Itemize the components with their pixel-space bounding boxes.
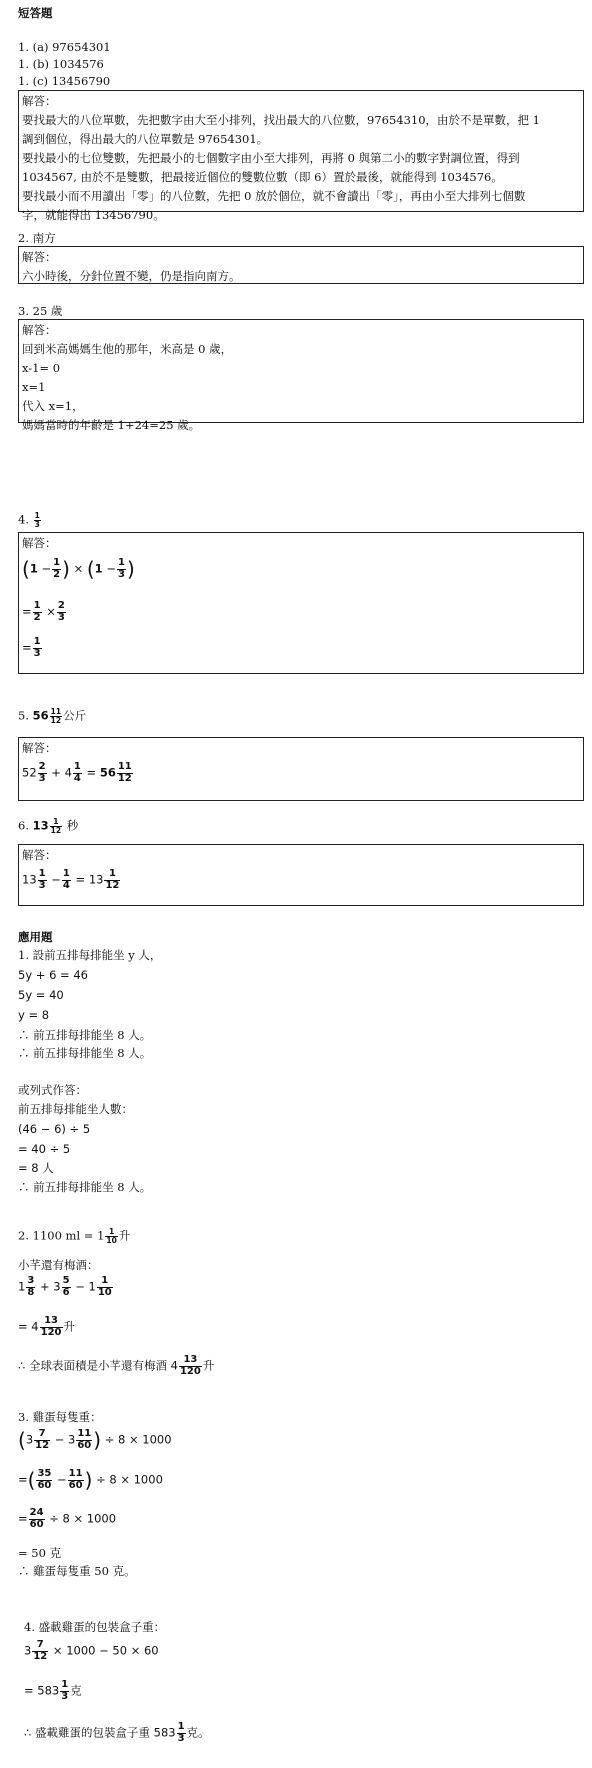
math-token: 1 [38, 868, 46, 879]
a3-conclusion: ∴ 雞蛋每隻重 50 克。 [18, 1564, 136, 1578]
math-token: 4 [170, 1358, 178, 1373]
math-token: 12 [50, 715, 62, 725]
a1-line: (46 − 6) ÷ 5 [18, 1122, 91, 1136]
a3-heading: 3. 雞蛋每隻重： [18, 1410, 102, 1424]
math-token: 13 [32, 818, 49, 833]
a4-conclusion [24, 1722, 210, 1744]
q1-answer-b: 1. (b) 1034576 [18, 57, 104, 71]
fraction [73, 762, 82, 784]
math-token: 克。 [186, 1725, 210, 1740]
math-token: − [54, 1432, 65, 1447]
math-token: 13 [88, 872, 104, 887]
math-token: 1 [104, 869, 120, 881]
math-token: 24 [29, 1507, 44, 1518]
math-token: 1 [73, 761, 81, 772]
math-token: 4 [64, 765, 72, 780]
math-token: 6 [62, 1286, 70, 1298]
parenthesis: ( [22, 557, 30, 581]
math-token: 3 [33, 647, 41, 659]
a1-line: 5y = 40 [18, 988, 64, 1002]
math-token: 12 [33, 1650, 48, 1662]
q1-explanation-line: 要找最小的七位雙數，先把最小的七個數字由小至大排列，再將 0 與第二小的數字對調位置，得到 [22, 151, 520, 165]
q5-explanation-box [18, 737, 584, 801]
q2-explanation-line: 六小時後，分針位置不變，仍是指向南方。 [22, 269, 241, 283]
math-token: 2 [57, 600, 65, 611]
q3-explanation-line: 回到米高媽媽生他的那年，米高是 0 歲， [22, 342, 233, 356]
math-token: ∴ 全球表面積是小芊還有梅酒 [18, 1358, 167, 1373]
math-token: 52 [22, 765, 37, 780]
math-token: 2 [53, 568, 61, 580]
a3-step-1 [18, 1428, 172, 1452]
math-token: 13 [40, 1316, 63, 1328]
fraction [50, 708, 62, 725]
parenthesis: ( [86, 557, 95, 581]
a4-step-1 [24, 1640, 159, 1662]
math-token: ÷ 8 × 1000 [49, 1511, 117, 1526]
fraction [179, 1355, 202, 1377]
fraction [117, 762, 133, 784]
math-token: 4 [31, 1319, 39, 1334]
parenthesis: ) [62, 557, 70, 581]
math-token: × [46, 604, 56, 619]
q6-explanation-box [18, 844, 584, 906]
math-token: − [41, 561, 52, 576]
math-token: 1 [62, 868, 70, 879]
math-token: 1 [177, 1721, 185, 1732]
math-token: − [57, 1472, 67, 1487]
fraction [52, 558, 61, 580]
a1-line: ∴ 前五排每排能坐 8 人。 [18, 1046, 152, 1060]
q4-answer-fraction [34, 512, 41, 529]
math-token: 3 [38, 772, 46, 784]
math-token: 120 [40, 1326, 62, 1338]
fraction [33, 601, 42, 623]
math-token: 1 [94, 561, 103, 576]
fraction [104, 869, 120, 891]
explanation-label: 解答： [22, 536, 57, 550]
section-title-short-answer: 短答題 [18, 6, 53, 20]
math-token: = [18, 1319, 28, 1334]
fraction [76, 1429, 92, 1451]
q3-explanation-line: x=1 [22, 380, 46, 394]
math-token: − [75, 1279, 85, 1294]
q3-explanation-line: 代入 x=1， [22, 399, 84, 413]
a4-step-2 [24, 1680, 82, 1702]
a2-line: 小芊還有梅酒： [18, 1258, 99, 1272]
q1-explanation-line: 要找最大的八位單數，先把數字由大至小排列，找出最大的八位數，97654310，由於不是單數，把 1 [22, 113, 541, 127]
math-token: 10 [97, 1286, 112, 1298]
math-token: 1 [29, 561, 38, 576]
parenthesis: ) [93, 1428, 102, 1452]
fraction [177, 1722, 186, 1744]
fraction [33, 637, 42, 659]
q4-step-3 [22, 637, 43, 659]
a1-line: 或列式作答： [18, 1083, 87, 1097]
fraction [40, 1316, 63, 1338]
math-token: 1 [18, 1279, 26, 1294]
a1-line: y = 8 [18, 1008, 50, 1022]
math-token: 60 [29, 1518, 44, 1530]
q3-explanation-line: x-1= 0 [22, 361, 61, 375]
parenthesis: ( [27, 1468, 36, 1492]
math-token: 6. [18, 818, 29, 833]
q3-answer: 3. 25 歲 [18, 304, 63, 318]
explanation-label: 解答： [22, 848, 57, 862]
math-token: 3 [61, 1690, 69, 1702]
parenthesis: ( [18, 1428, 26, 1452]
math-token: 7 [32, 1640, 48, 1652]
math-token: 11 [68, 1468, 83, 1479]
q2-explanation-box [18, 246, 584, 284]
math-token: ÷ 8 × 1000 [96, 1472, 163, 1487]
fraction [97, 1276, 113, 1298]
a1-line: 1. 設前五排每排能坐 y 人， [18, 948, 162, 962]
math-token: ∴ 盛載雞蛋的包裝盒子重 583 [24, 1725, 176, 1740]
math-token: 583 [37, 1683, 60, 1698]
a1-line: ∴ 前五排每排能坐 8 人。 [18, 1028, 152, 1042]
q1-explanation-line: 字，就能得出 13456790。 [22, 208, 165, 222]
q1-answer-c: 1. (c) 13456790 [18, 74, 111, 88]
math-token: + [51, 765, 61, 780]
a2-step-2 [18, 1316, 75, 1338]
a3-step-4: = 50 克 [18, 1546, 62, 1560]
numerator: 1 [34, 511, 40, 520]
parenthesis: ) [126, 557, 135, 581]
q1-explanation-line: 1034567, 由於不是雙數，把最接近個位的雙數位數（即 6）置於最後，就能得到 1034576。 [22, 170, 503, 184]
math-token: 60 [77, 1439, 92, 1451]
math-token: 12 [35, 1439, 50, 1451]
a1-line: = 40 ÷ 5 [18, 1142, 71, 1156]
math-token: 公斤 [63, 708, 87, 723]
math-token: 1 [88, 1279, 96, 1294]
q3-explanation-line: 媽媽當時的年齡是 1+24=25 歲。 [22, 418, 201, 432]
math-token: 3 [117, 568, 125, 580]
math-token: 7 [34, 1429, 50, 1441]
denominator: 3 [34, 519, 40, 529]
math-token: 56 [32, 708, 49, 723]
math-token: 5 [62, 1275, 70, 1286]
math-token: 3 [27, 1275, 35, 1286]
math-token: 2 [33, 611, 41, 623]
math-token: + [39, 1279, 50, 1294]
math-token: 11 [50, 707, 62, 716]
fraction [105, 1228, 117, 1245]
fraction [117, 558, 126, 580]
fraction [62, 869, 71, 891]
fraction [38, 869, 47, 891]
fraction [38, 762, 47, 784]
explanation-label: 解答： [22, 94, 57, 108]
math-token: 10 [106, 1235, 117, 1245]
fraction [68, 1469, 84, 1491]
a4-heading: 4. 盛載雞蛋的包裝盒子重： [24, 1620, 166, 1634]
math-token: × 1000 − 50 × 60 [52, 1643, 159, 1658]
math-token: 3 [25, 1432, 34, 1447]
a1-line: 前五排每排能坐人數： [18, 1102, 133, 1116]
q2-answer: 2. 南方 [18, 231, 56, 245]
math-token: 升 [202, 1358, 215, 1373]
math-token: 5. [18, 708, 29, 723]
math-token: 1 [33, 636, 41, 647]
math-token: 升 [118, 1228, 131, 1243]
math-token: ÷ 8 × 1000 [104, 1432, 172, 1447]
explanation-label: 解答： [22, 250, 57, 264]
math-token: 克 [70, 1683, 82, 1698]
math-token: − [51, 872, 61, 887]
fraction [36, 1469, 52, 1491]
math-token: 3 [177, 1732, 185, 1744]
q3-explanation-box [18, 319, 584, 432]
q4-step-1 [22, 557, 135, 581]
math-token: 8 [27, 1286, 35, 1298]
math-token: 1 [105, 1228, 117, 1237]
math-token: = [24, 1683, 34, 1698]
q6-step-1 [22, 869, 121, 891]
math-token: 1 [50, 818, 62, 827]
math-token: 12 [50, 825, 62, 835]
fraction [26, 1276, 35, 1298]
explanation-label: 解答： [22, 323, 57, 337]
math-token: 1 [117, 557, 125, 568]
math-token: 13 [179, 1355, 202, 1367]
math-token: 1 [53, 557, 61, 568]
math-token: 60 [68, 1479, 83, 1491]
math-token: 11 [77, 1428, 92, 1439]
math-token: 1 [97, 1276, 113, 1288]
math-token: 4 [73, 772, 81, 784]
parenthesis: ) [84, 1468, 93, 1492]
q5-step-1 [22, 762, 134, 784]
q4-step-2 [22, 601, 67, 623]
fraction [34, 1429, 50, 1451]
q1-answer-a: 1. (a) 97654301 [18, 40, 111, 54]
math-token: 4 [62, 879, 70, 891]
math-token: = [18, 1472, 28, 1487]
q4-answer [18, 512, 42, 529]
fraction [60, 1680, 69, 1702]
math-token: 120 [179, 1365, 201, 1377]
fraction [50, 818, 62, 835]
fraction [29, 1508, 45, 1530]
fraction [32, 1640, 48, 1662]
math-token: 13 [22, 872, 37, 887]
q1-explanation-line: 調到個位，得出最大的八位單數是 97654301。 [22, 132, 269, 146]
q1-explanation-line: 要找最小而不用讀出「零」的八位數，先把 0 放於個位，就不會讀出「零」，再由小至大排列七個數 [22, 189, 526, 203]
explanation-label: 解答： [22, 741, 57, 755]
a2-step-1 [18, 1276, 114, 1298]
math-token: = [22, 604, 32, 619]
math-token: × [73, 561, 84, 576]
q6-answer [18, 818, 78, 835]
math-token: 升 [63, 1319, 75, 1334]
math-token: = [86, 765, 97, 780]
a3-step-2 [18, 1468, 163, 1492]
math-token: 3 [24, 1643, 32, 1658]
a1-line: = 8 人 [18, 1161, 54, 1175]
section-title-application: 應用題 [18, 930, 53, 944]
math-token: = [22, 640, 32, 655]
q1-explanation-box [18, 90, 584, 222]
math-token: 3 [38, 879, 46, 891]
a3-step-3 [18, 1508, 116, 1530]
q4-explanation-box [18, 532, 584, 674]
math-token: 56 [99, 765, 116, 780]
a1-line: 5y + 6 = 46 [18, 968, 88, 982]
math-token: 3 [53, 1279, 61, 1294]
math-token: 2 [38, 761, 46, 772]
math-token: − [106, 561, 116, 576]
math-token: 1 [61, 1679, 69, 1690]
math-token: 35 [37, 1468, 52, 1479]
math-token: 12 [117, 772, 132, 784]
math-token: 秒 [66, 818, 79, 833]
math-token: 2. 1100 ml = [18, 1228, 94, 1243]
math-token: 1 [97, 1228, 105, 1243]
math-token: = [75, 872, 86, 887]
q4-number: 4. [18, 512, 29, 527]
a2-heading [18, 1228, 130, 1245]
fraction [57, 601, 66, 623]
a1-line: ∴ 前五排每排能坐 8 人。 [18, 1180, 152, 1194]
math-token: 3 [68, 1432, 76, 1447]
math-token: 1 [33, 600, 41, 611]
math-token: = [18, 1511, 28, 1526]
math-token: 3 [57, 611, 65, 623]
math-token: 12 [105, 879, 120, 891]
a2-conclusion [18, 1355, 214, 1377]
math-token: 60 [37, 1479, 52, 1491]
q5-answer [18, 708, 86, 725]
math-token: 11 [117, 761, 132, 772]
fraction [62, 1276, 71, 1298]
